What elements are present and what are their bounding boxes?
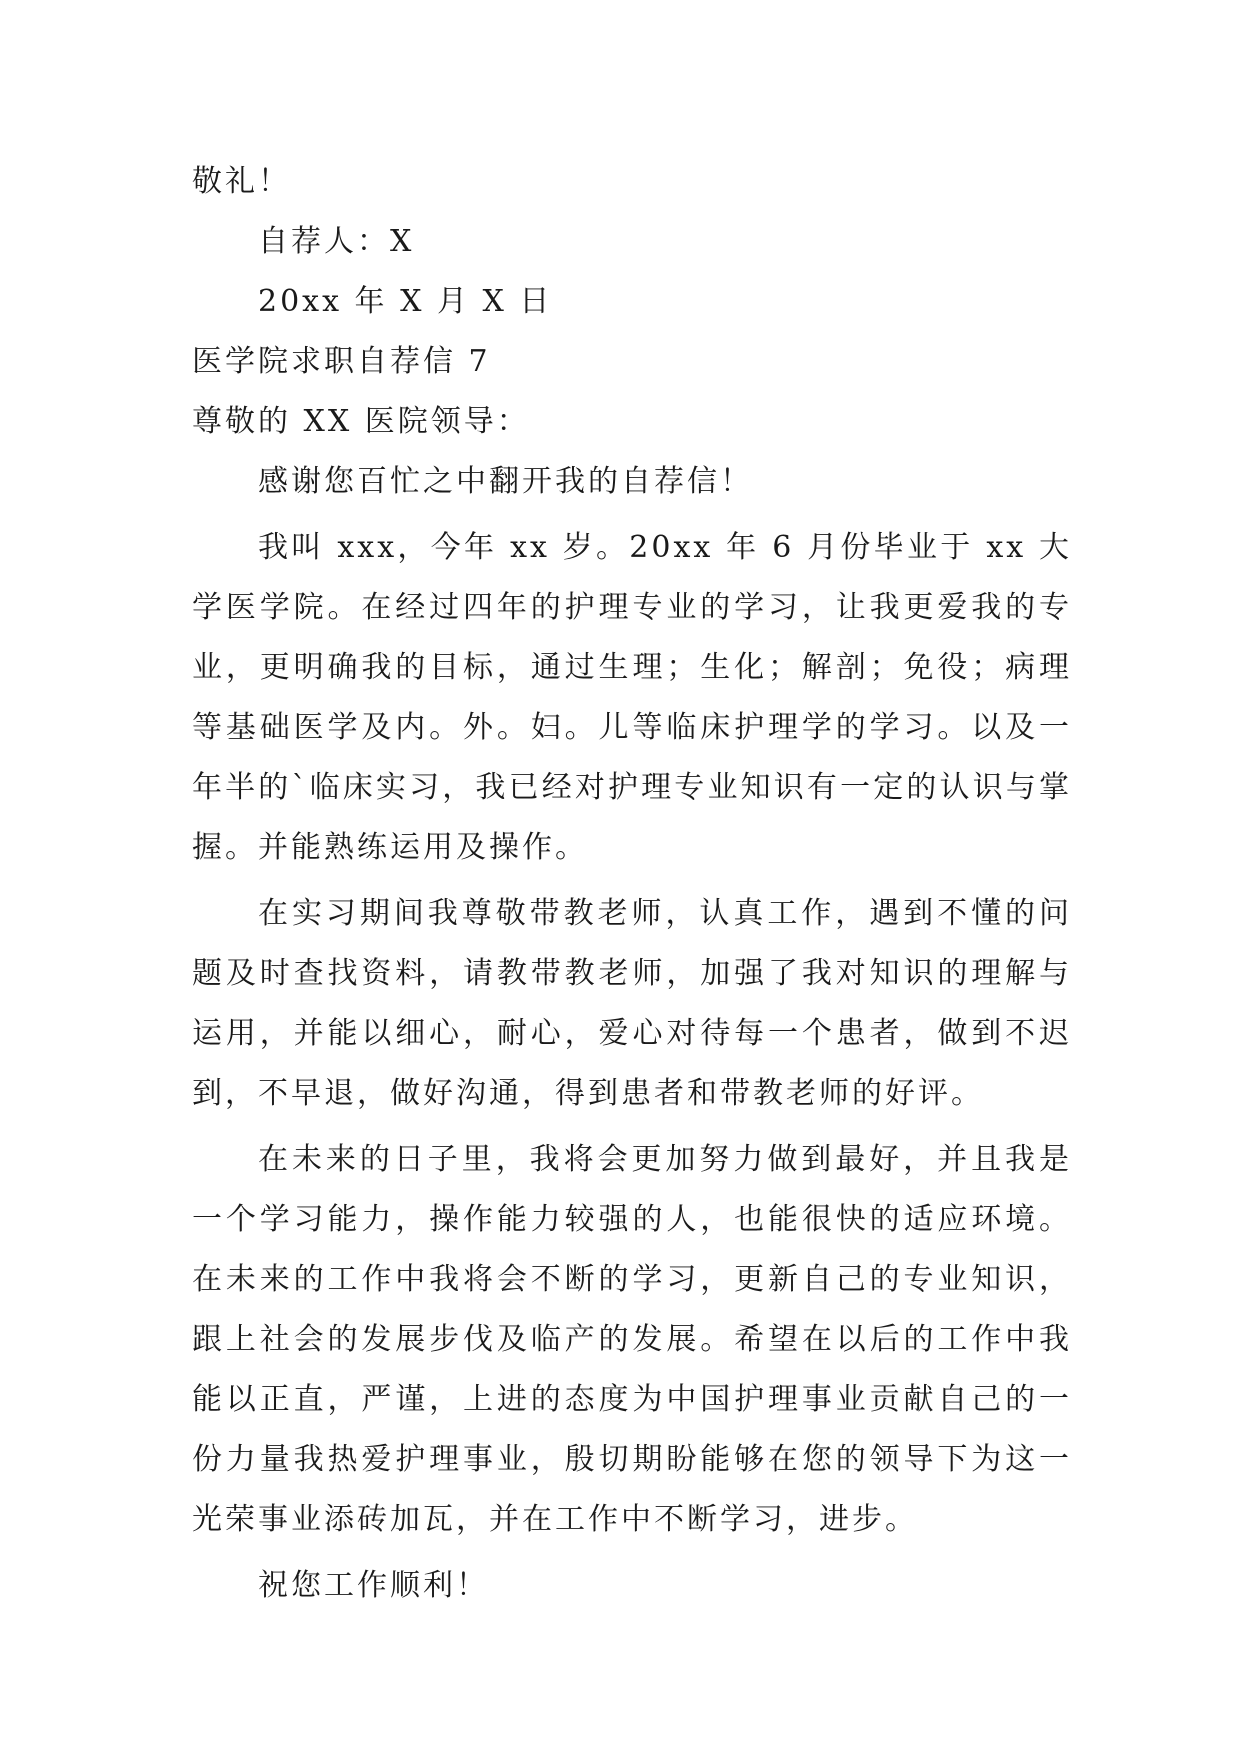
paragraph-thanks: 感谢您百忙之中翻开我的自荐信！ <box>258 464 753 499</box>
paragraph-future: 在未来的日子里，我将会更加努力做到最好，并且我是一个学习能力，操作能力较强的人，也能很快的适应环境。在未来的工作中我将会不断的学习，更新自己的专业知识，跟上社会的发展步伐及临产的发展。希望在以后的工作中我能以正直，严谨，上进的态度为中国护理事业贡献自己的一份力量我热爱护理事业，殷切期盼能够在您的领导下为这一光荣事业添砖加瓦，并在工作中不断学习，进步。 <box>192 1142 1072 1537</box>
paragraph-internship: 在实习期间我尊敬带教老师，认真工作，遇到不懂的问题及时查找资料，请教带教老师，加强了我对知识的理解与运用，并能以细心，耐心，爱心对待每一个患者，做到不迟到，不早退，做好沟通，得到患者和带教老师的好评。 <box>192 896 1072 1111</box>
signature-label: 自荐人：X <box>258 224 415 259</box>
paragraph-closing-wish: 祝您工作顺利！ <box>258 1568 489 1603</box>
letter-title: 医学院求职自荐信 7 <box>192 344 491 379</box>
letter-body <box>192 152 1072 1616</box>
paragraph-introduction: 我叫 xxx，今年 xx 岁。20xx 年 6 月份毕业于 xx 大学医学院。在经过四年的护理专业的学习，让我更爱我的专业，更明确我的目标，通过生理；生化；解剖；免役；病理等基础医学及内。外。妇。儿等临床护理学的学习。以及一年半的`临床实习，我已经对护理专业知识有一定的认识与掌握。并能熟练运用及操作。 <box>192 530 1072 865</box>
letter-salutation: 尊敬的 XX 医院领导： <box>192 404 530 439</box>
closing-salute: 敬礼！ <box>192 164 291 199</box>
signature-date: 20xx 年 X 月 X 日 <box>258 284 553 319</box>
